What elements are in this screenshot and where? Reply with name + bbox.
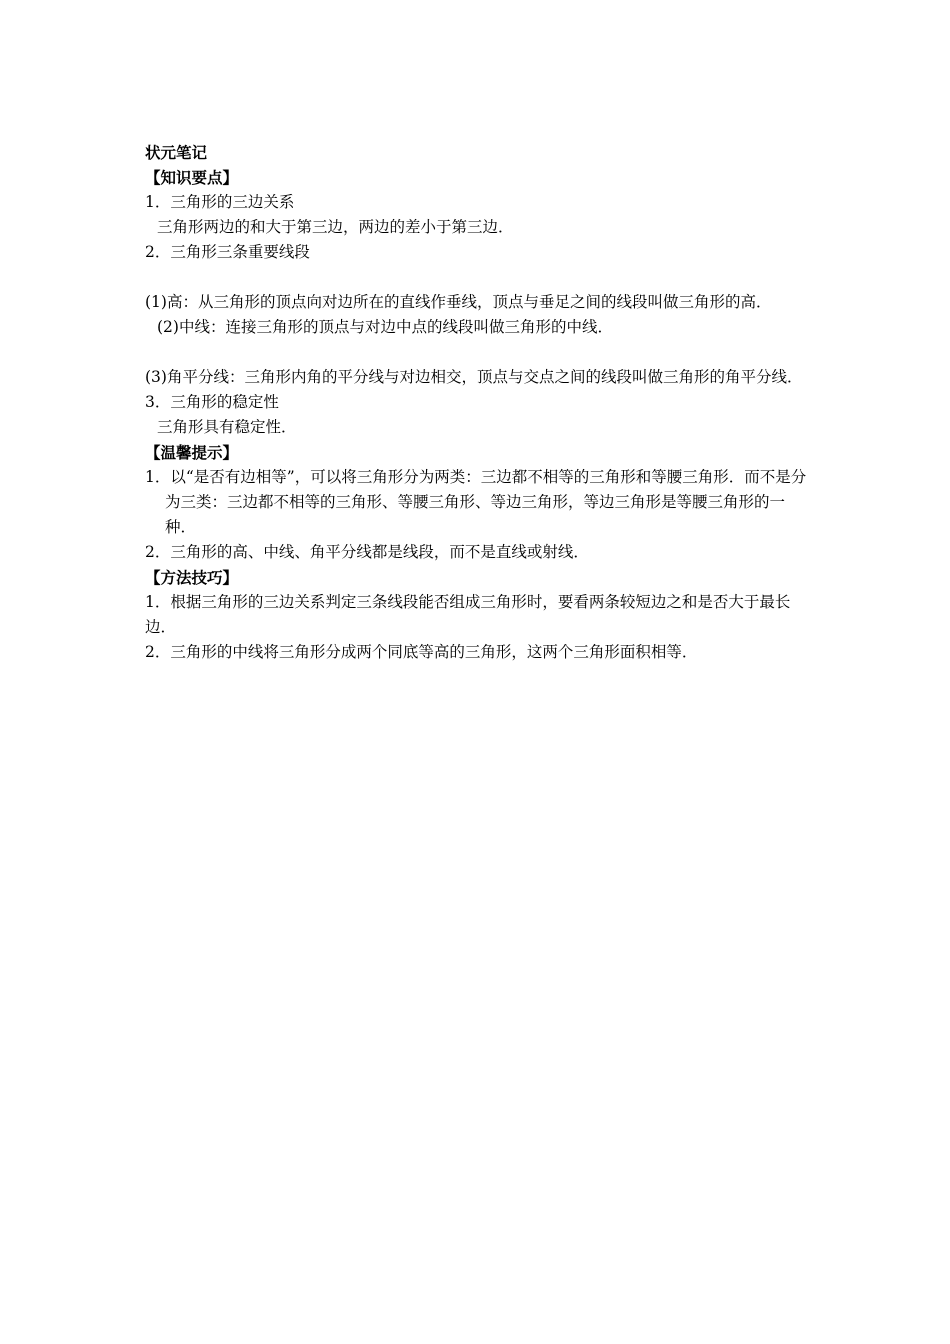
knowledge-item-2-bisector: (3)角平分线：三角形内角的平分线与对边相交，顶点与交点之间的线段叫做三角形的角平分线． (145, 368, 803, 386)
knowledge-item-2-height: (1)高：从三角形的顶点向对边所在的直线作垂线，顶点与垂足之间的线段叫做三角形的高． (145, 293, 772, 311)
knowledge-item-1-title: 1．三角形的三边关系 (145, 193, 295, 211)
knowledge-item-2-title: 2．三角形三条重要线段 (145, 243, 310, 261)
section-heading-methods: 【方法技巧】 (145, 568, 239, 587)
knowledge-item-1-body: 三角形两边的和大于第三边，两边的差小于第三边． (157, 218, 514, 236)
section-heading-knowledge: 【知识要点】 (145, 168, 239, 187)
document-title: 状元笔记 (145, 143, 208, 162)
tips-item-2: 2．三角形的高、中线、角平分线都是线段，而不是直线或射线． (145, 543, 589, 561)
methods-item-1: 1．根据三角形的三边关系判定三条线段能否组成三角形时，要看两条较短边之和是否大于最长边． (145, 593, 791, 636)
spacer (145, 340, 810, 365)
section-heading-tips: 【温馨提示】 (145, 443, 239, 462)
tips-item-1: 1．以“是否有边相等”，可以将三角形分为两类：三边都不相等的三角形和等腰三角形．而不是分为三类：三边都不相等的三角形、等腰三角形、等边三角形，等边三角形是等腰三角形的一种． (145, 468, 807, 536)
knowledge-item-3-body: 三角形具有稳定性． (157, 418, 297, 436)
document-page (145, 140, 810, 665)
methods-item-2: 2．三角形的中线将三角形分成两个同底等高的三角形，这两个三角形面积相等． (145, 643, 698, 661)
knowledge-item-3-title: 3．三角形的稳定性 (145, 393, 279, 411)
spacer (145, 265, 810, 290)
knowledge-item-2-median: (2)中线：连接三角形的顶点与对边中点的线段叫做三角形的中线． (157, 318, 613, 336)
